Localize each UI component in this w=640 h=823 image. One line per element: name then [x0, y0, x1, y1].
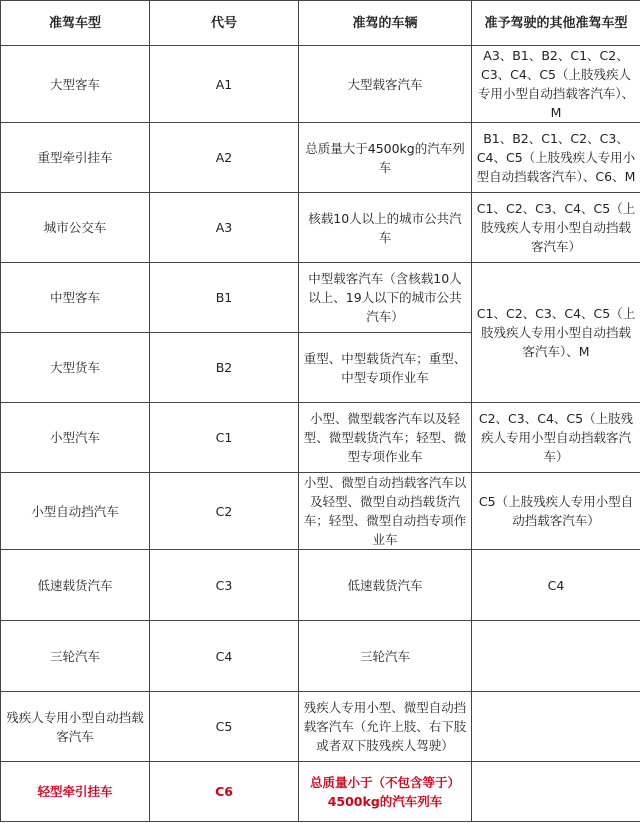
- cell-vehicles: 核载10人以上的城市公共汽车: [299, 193, 472, 263]
- cell-vehicles: 总质量小于（不包含等于）4500kg的汽车列车: [299, 762, 472, 822]
- cell-other: B1、B2、C1、C2、C3、C4、C5（上肢残疾人专用小型自动挡载客汽车）、C6、M: [472, 123, 640, 193]
- cell-type: 三轮汽车: [1, 621, 150, 692]
- cell-vehicles: 大型载客汽车: [299, 46, 472, 123]
- table-row-highlighted: [1, 762, 640, 822]
- cell-vehicles: 重型、中型载货汽车；重型、中型专项作业车: [299, 333, 472, 403]
- cell-type: 中型客车: [1, 263, 150, 333]
- table-row: [1, 621, 640, 692]
- cell-other: C1、C2、C3、C4、C5（上肢残疾人专用小型自动挡载客汽车）: [472, 193, 640, 263]
- cell-type: 低速载货汽车: [1, 550, 150, 621]
- cell-code: C5: [150, 692, 299, 762]
- table-row: [1, 46, 640, 123]
- cell-code: C6: [150, 762, 299, 822]
- cell-vehicles: 残疾人专用小型、微型自动挡载客汽车（允许上肢、右下肢或者双下肢残疾人驾驶）: [299, 692, 472, 762]
- cell-other: [472, 762, 640, 822]
- cell-other-merged: C1、C2、C3、C4、C5（上肢残疾人专用小型自动挡载客汽车）、M: [472, 263, 640, 403]
- cell-other: [472, 621, 640, 692]
- table-row: [1, 692, 640, 762]
- cell-other: C5（上肢残疾人专用小型自动挡载客汽车）: [472, 473, 640, 550]
- cell-vehicles: 中型载客汽车（含核载10人以上、19人以下的城市公共汽车）: [299, 263, 472, 333]
- table-row: [1, 193, 640, 263]
- cell-type: 小型汽车: [1, 403, 150, 473]
- cell-vehicles: 低速载货汽车: [299, 550, 472, 621]
- cell-other: C2、C3、C4、C5（上肢残疾人专用小型自动挡载客汽车）: [472, 403, 640, 473]
- cell-code: A2: [150, 123, 299, 193]
- cell-type: 残疾人专用小型自动挡载客汽车: [1, 692, 150, 762]
- header-other-classes: 准予驾驶的其他准驾车型: [472, 1, 640, 46]
- table-row: [1, 403, 640, 473]
- header-code: 代号: [150, 1, 299, 46]
- cell-vehicles: 三轮汽车: [299, 621, 472, 692]
- cell-type: 城市公交车: [1, 193, 150, 263]
- cell-code: B1: [150, 263, 299, 333]
- cell-type: 轻型牵引挂车: [1, 762, 150, 822]
- cell-other: A3、B1、B2、C1、C2、C3、C4、C5（上肢残疾人专用小型自动挡载客汽车）、M: [472, 46, 640, 123]
- cell-vehicles: 小型、微型自动挡载客汽车以及轻型、微型自动挡载货汽车；轻型、微型自动挡专项作业车: [299, 473, 472, 550]
- cell-code: C1: [150, 403, 299, 473]
- cell-code: C3: [150, 550, 299, 621]
- table-header-row: [1, 1, 640, 46]
- table-row: [1, 263, 640, 333]
- cell-code: C4: [150, 621, 299, 692]
- table-row: [1, 473, 640, 550]
- table-row: [1, 123, 640, 193]
- cell-code: A1: [150, 46, 299, 123]
- cell-other: [472, 692, 640, 762]
- cell-type: 大型客车: [1, 46, 150, 123]
- cell-code: B2: [150, 333, 299, 403]
- cell-code: C2: [150, 473, 299, 550]
- cell-other: C4: [472, 550, 640, 621]
- header-license-type: 准驾车型: [1, 1, 150, 46]
- cell-vehicles: 总质量大于4500kg的汽车列车: [299, 123, 472, 193]
- cell-code: A3: [150, 193, 299, 263]
- cell-type: 大型货车: [1, 333, 150, 403]
- cell-vehicles: 小型、微型载客汽车以及轻型、微型载货汽车；轻型、微型专项作业车: [299, 403, 472, 473]
- cell-type: 小型自动挡汽车: [1, 473, 150, 550]
- table-row: [1, 550, 640, 621]
- cell-type: 重型牵引挂车: [1, 123, 150, 193]
- header-vehicles: 准驾的车辆: [299, 1, 472, 46]
